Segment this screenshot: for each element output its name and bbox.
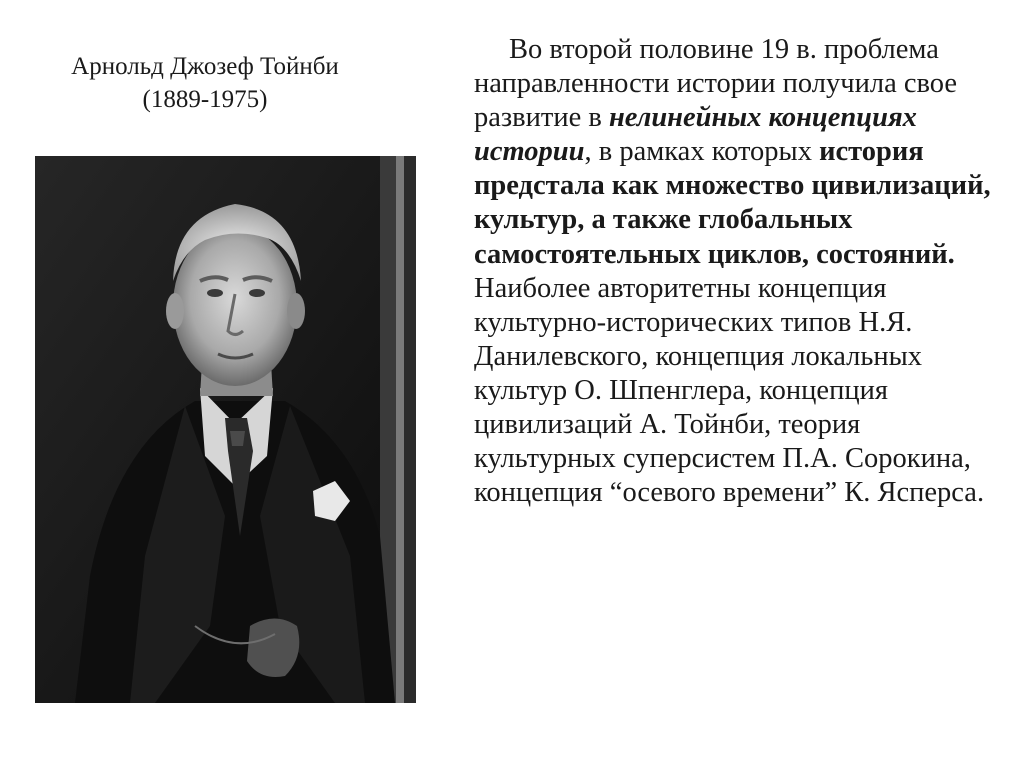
main-text xyxy=(474,33,994,510)
text-emphasis-nonlinear: нелинейных концепциях истории xyxy=(474,102,917,168)
main-paragraph xyxy=(474,33,994,510)
text-conclusion: Наиболее авторитетны концепция культурно-исторических типов Н.Я. Данилевского, концепция локальных культур О. Шпенглера, концепция цивилизаций А. Тойнби, теория культурных суперсистем П.А. Сорокина, концепция “осевого времени” К. Ясперса. xyxy=(474,272,985,509)
text-emphasis-history: история предстала как множество цивилизаций, культур, а также глобальных самостоятельных циклов, состояний. xyxy=(474,136,991,270)
person-name: Арнольд Джозеф Тойнби xyxy=(71,53,339,80)
portrait-image xyxy=(35,156,416,703)
person-years: (1889-1975) xyxy=(142,86,268,113)
portrait-photo xyxy=(35,156,416,703)
portrait-caption xyxy=(20,50,390,116)
text-connector: , в рамках которых xyxy=(584,136,820,168)
text-intro: Во второй половине 19 в. проблема направленности истории получила свое развитие в xyxy=(474,34,958,134)
